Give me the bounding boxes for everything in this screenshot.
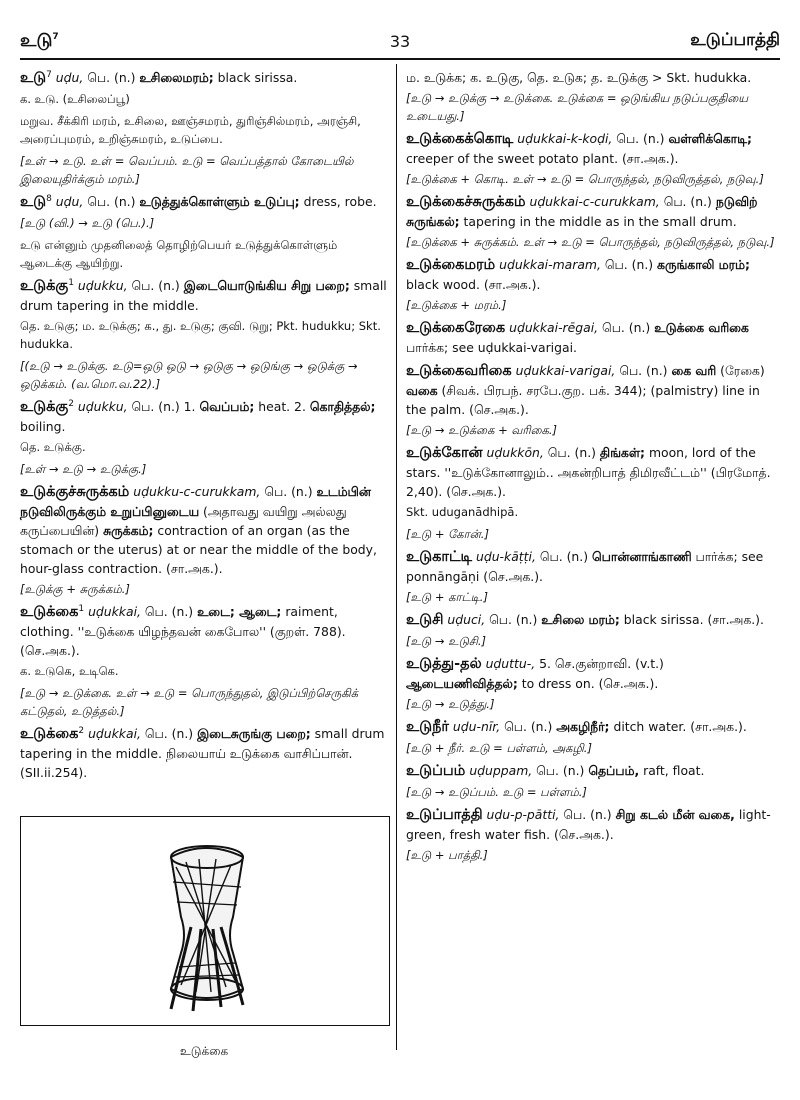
tamil-meaning: இடையொடுங்கிய சிறு பறை;	[183, 278, 350, 293]
transliteration: uḍukkai-varigai,	[515, 363, 616, 378]
page-header	[20, 30, 780, 60]
english-meaning: small drum tapering in the middle. நிலையாய் உடுக்கை வாசிப்பான். (SII.ii.254).	[20, 726, 385, 780]
cognate-note: க. உடு. (உசிலைப்பூ)	[20, 92, 130, 106]
dictionary-entry	[406, 192, 778, 251]
tamil-meaning: உடை; ஆடை;	[197, 604, 282, 619]
homonym-number: 2	[68, 398, 74, 409]
grammar-label: பெ. (n.)	[140, 604, 198, 619]
dictionary-entry	[20, 397, 388, 478]
dictionary-entry	[406, 717, 778, 757]
cognate-note: மறுவ. சீக்கிரி மரம், உசிலை, ஊஞ்சமரம், துரிஞ்சில்மரம், அரஞ்சி, அரைப்புமரம், உறிஞ்சுமரம், உடுப்பை.	[20, 114, 361, 146]
dictionary-entry	[406, 318, 778, 357]
english-meaning: black sirissa.	[213, 70, 298, 85]
entry-definition	[20, 397, 388, 436]
hourglass-drum-illustration	[21, 817, 389, 1025]
dictionary-entry	[406, 654, 778, 713]
grammar-label: பெ. (n.)	[83, 70, 140, 85]
entry-headword: உடுக்கு	[20, 399, 69, 415]
etymology: [உடுக்கை + மரம்.]	[406, 298, 507, 312]
etymology: [உடு + காட்டி.]	[406, 590, 488, 604]
tamil-meaning: உசிலைமரம்;	[139, 70, 214, 85]
entry-definition	[406, 68, 778, 87]
grammar-label: பெ. (n.)	[543, 445, 600, 460]
english-meaning: black wood. (சா.அக.).	[406, 277, 541, 292]
tamil-meaning: உடுத்துக்கொள்ளும் உடுப்பு;	[139, 194, 300, 209]
entry-headword: உடுப்பம்	[406, 763, 466, 779]
english-meaning: (ரேகை)	[716, 363, 765, 378]
etymology: [உடு → உடுக்கை + வரிகை.]	[406, 423, 558, 437]
entry-definition	[20, 276, 388, 315]
english-meaning: raft, float.	[639, 763, 705, 778]
entry-definition	[406, 129, 778, 168]
entry-headword: உடுக்கைச்சுருக்கம்	[406, 194, 526, 210]
column-divider	[396, 64, 397, 1050]
transliteration: uḍukkōn,	[486, 445, 544, 460]
entry-headword: உடுப்பாத்தி	[406, 807, 483, 823]
entry-definition	[20, 482, 388, 578]
tamil-meaning: உசிலை மரம்;	[541, 612, 620, 627]
etymology: [உடு + நீர். உடு = பள்ளம், அகழி.]	[406, 741, 592, 755]
grammar-label: பெ. (n.)	[485, 612, 542, 627]
dictionary-entry	[20, 482, 388, 598]
entry-headword: உடுக்கை	[20, 726, 79, 742]
usage-note: உடு என்னும் முதனிலைத் தொழிற்பெயர் உடுத்துக்கொள்ளும் ஆடைக்கு ஆயிற்று.	[20, 238, 338, 270]
entry-definition	[20, 724, 388, 782]
etymology: [உடு + கோன்.]	[406, 527, 489, 541]
header-left-guideword: உடு$^7$	[20, 30, 59, 51]
transliteration: uḍuci,	[447, 612, 486, 627]
tamil-meaning: கருங்காலி மரம்;	[657, 257, 750, 272]
tamil-meaning: கொதித்தல்;	[309, 399, 376, 414]
english-meaning: contraction of an organ (as the stomach or the uterus) at or near the middle of the body, hour-glass contraction. (சா.அக.).	[20, 523, 377, 576]
english-meaning: பார்க்க; see ponnāngāṇi (செ.அக.).	[406, 549, 764, 584]
homonym-number: 1	[68, 277, 74, 288]
transliteration: uḍukkai,	[88, 604, 141, 619]
entry-definition	[406, 443, 778, 501]
entry-definition	[20, 192, 388, 212]
tamil-meaning: உடுக்கை வரிகை	[654, 320, 749, 335]
dictionary-entry	[20, 724, 388, 782]
homonym-number: 2	[78, 725, 85, 736]
etymology: [உடுக்கை + கொடி. உள் → உடு = பொருந்தல், நடுவிருத்தல், நடுவு.]	[406, 172, 764, 186]
tamil-meaning: நடுவிற் சுருங்கல்;	[406, 194, 758, 229]
entry-headword: உடுக்கைக்கொடி	[406, 131, 514, 147]
english-meaning: small drum tapering in the middle.	[20, 278, 387, 313]
etymology: [உடு → உடுசி.]	[406, 634, 486, 648]
entry-definition	[406, 361, 778, 419]
homonym-number: 7	[46, 69, 52, 80]
tamil-meaning: திங்கள்;	[599, 445, 645, 460]
entry-definition	[406, 654, 778, 693]
english-meaning: dress, robe.	[299, 194, 377, 209]
entry-headword: உடுகாட்டி	[406, 549, 473, 565]
grammar-label: பெ. (n.)	[600, 257, 658, 272]
english-meaning: (அதாவது வயிறு அல்லது கருப்பையின்)	[20, 504, 347, 538]
grammar-label: 5. செ.குன்றாவி. (v.t.)	[535, 656, 664, 671]
dictionary-entry	[406, 610, 778, 650]
english-meaning: to dress on. (செ.அக.).	[517, 676, 659, 691]
grammar-label: பெ. (n.)	[83, 194, 140, 209]
transliteration: uḍu,	[55, 70, 84, 85]
transliteration: uḍukkai-c-curukkam,	[529, 194, 660, 209]
transliteration: uḍukkai-k-koḍi,	[517, 131, 613, 146]
etymology: [உடுக்கை + சுருக்கம். உள் → உடு = பொருந்தல், நடுவிருத்தல், நடுவு.]	[406, 235, 775, 249]
dictionary-entry	[406, 761, 778, 801]
etymology: [உள் → உடு. உள் = வெப்பம். உடு = வெப்பத்தால் கோடையில் இலையுதிர்க்கும் மரம்.]	[20, 154, 354, 186]
entry-headword: உடு	[20, 70, 47, 86]
etymology: [உடு → உடுக்கு → உடுக்கை. உடுக்கை = ஒடுங்கிய நடுப்பகுதியை உடையது.]	[406, 91, 749, 123]
dictionary-entry	[20, 192, 388, 272]
etymology: [உடு (வி.) → உடு (பெ.).]	[20, 216, 155, 230]
dictionary-entry	[406, 805, 778, 864]
tamil-meaning: இடைசுருங்கு பறை;	[197, 726, 311, 741]
transliteration: uḍukku,	[77, 399, 128, 414]
homonym-number: 1	[78, 603, 85, 614]
homonym-number: 8	[46, 193, 52, 204]
grammar-label: பெ. (n.)	[598, 320, 655, 335]
dictionary-entry	[406, 68, 778, 125]
dictionary-entry	[406, 129, 778, 188]
dictionary-entry	[20, 68, 388, 188]
etymology: [உடுக்கு + சுருக்கம்.]	[20, 582, 130, 596]
entry-headword: உடுக்கைரேகை	[406, 320, 506, 336]
tamil-meaning: வெப்பம்;	[199, 399, 255, 414]
etymology: [உடு → உடுக்கை. உள் → உடு = பொருந்துதல், இடுப்பிற்செருகிக் கட்டுதல், உடுத்தல்.]	[20, 686, 359, 718]
etymology: [(உடு → உடுக்கு. உடு=ஒடு ஒடு → ஒடுகு → ஒடுங்கு → ஒடுக்கு → ஒடுக்கம். (வ.மொ.வ.22).]	[20, 359, 358, 391]
transliteration: uḍukkai-maram,	[499, 257, 601, 272]
english-meaning: பார்க்க; see uḍukkai-varigai.	[406, 340, 577, 355]
tamil-meaning: உடம்பின் நடுவிலிருக்கும் உறுப்பினுடைய	[20, 484, 371, 519]
tamil-meaning: ஆடையணிவித்தல்;	[406, 676, 518, 691]
page-number: 33	[389, 32, 411, 51]
english-meaning: light-green, fresh water fish. (செ.அக.).	[406, 807, 771, 842]
english-meaning: tapering in the middle as in the small drum.	[459, 214, 737, 229]
dictionary-entry	[20, 602, 388, 720]
dictionary-entry	[20, 276, 388, 393]
cognate-note: தெ. உடுக்கு.	[20, 440, 86, 454]
grammar-label: பெ. (n.)	[612, 131, 669, 146]
english-meaning: heat. 2.	[254, 399, 310, 414]
entry-headword: உடுக்குச்சுருக்கம்	[20, 484, 130, 500]
grammar-label: பெ. (n.)	[260, 484, 317, 499]
dictionary-entry	[406, 255, 778, 314]
entry-headword: உடு	[20, 194, 47, 210]
grammar-label: பெ. (n.)	[127, 278, 184, 293]
transliteration: uḍu-nīr,	[452, 719, 501, 734]
grammar-label: பெ. (n.)	[500, 719, 557, 734]
etymology: [உடு + பாத்தி.]	[406, 848, 488, 862]
transliteration: uḍukkai,	[88, 726, 141, 741]
etymology: [உள் → உடு → உடுக்கு.]	[20, 462, 147, 476]
cognate-note: க. உடுகெ, உடிகெ.	[20, 664, 119, 678]
tamil-meaning: கை வரி	[671, 363, 717, 378]
entry-definition	[406, 255, 778, 294]
english-meaning: (சிவக். பிரபந். சரபே.குற. பக். 344); (palmistry) line in the palm. (செ.அக.).	[406, 383, 760, 417]
dictionary-entry	[406, 547, 778, 606]
entry-headword: உடுநீர்	[406, 719, 449, 735]
grammar-label: பெ. (n.)	[659, 194, 716, 209]
entry-definition	[406, 547, 778, 586]
entry-definition	[406, 192, 778, 231]
entry-definition	[20, 68, 388, 88]
right-column	[406, 68, 778, 868]
english-meaning: black sirissa. (சா.அக.).	[619, 612, 764, 627]
entry-headword: உடுத்து-தல்	[406, 656, 482, 672]
grammar-label: பெ. (n.) 1.	[127, 399, 200, 414]
english-meaning: creeper of the sweet potato plant. (சா.அக.).	[406, 151, 679, 166]
grammar-label: பெ. (n.)	[559, 807, 616, 822]
transliteration: uḍu-kāṭṭi,	[475, 549, 536, 564]
transliteration: uḍu,	[55, 194, 84, 209]
header-right-guideword: உடுப்பாத்தி	[690, 30, 780, 50]
cognate-note: தெ. உடுகு; ம. உடுக்கு; க., து. உடுகு; குவி. டுறு; Pkt. hudukku; Skt. hudukka.	[20, 319, 381, 351]
english-meaning: moon, lord of the stars. ''உடுக்கோனாலும்.. அகன்றிபாத் திமிரவீட்டம்'' (பிரமோத். 2,40). (செ.அக.).	[406, 445, 771, 499]
transliteration: uḍukku,	[77, 278, 128, 293]
transliteration: uḍukku-c-curukkam,	[133, 484, 261, 499]
etymology: [உடு → உடுத்து.]	[406, 697, 495, 711]
english-meaning: boiling.	[20, 419, 66, 434]
english-meaning: ditch water. (சா.அக.).	[609, 719, 747, 734]
tamil-meaning: வகை	[406, 383, 438, 398]
entry-definition	[20, 602, 388, 660]
entry-headword: உடுக்கோன்	[406, 445, 483, 461]
tamil-meaning: பொன்னாங்காணி	[592, 549, 692, 564]
tamil-meaning: தெப்பம்,	[588, 763, 640, 778]
entry-definition	[406, 761, 778, 781]
grammar-label: ம. உடுக்க; க. உடுகு, தெ. உடுக; த. உடுக்கு > Skt. hudukka.	[406, 70, 752, 85]
tamil-meaning: சுருக்கம்;	[103, 523, 154, 538]
transliteration: uḍu-p-pātti,	[486, 807, 560, 822]
figure-caption: உடுக்கை	[179, 1044, 229, 1058]
entry-definition	[406, 610, 778, 630]
entry-headword: உடுக்கைமரம்	[406, 257, 496, 273]
cognate-note: Skt. uduganādhipā.	[406, 505, 519, 519]
grammar-label: பெ. (n.)	[535, 549, 592, 564]
english-meaning: raiment, clothing. ''உடுக்கை யிழந்தவன் கைபோல'' (குறள். 788). (செ.அக.).	[20, 604, 346, 658]
entry-headword: உடுசி	[406, 612, 444, 628]
entry-headword: உடுக்கைவரிகை	[406, 363, 512, 379]
dictionary-entry	[406, 361, 778, 439]
grammar-label: பெ. (n.)	[532, 763, 589, 778]
tamil-meaning: சிறு கடல் மீன் வகை,	[615, 807, 735, 822]
etymology: [உடு → உடுப்பம். உடு = பள்ளம்.]	[406, 785, 587, 799]
tamil-meaning: அகழிநீர்;	[556, 719, 610, 734]
tamil-meaning: வள்ளிக்கொடி;	[668, 131, 752, 146]
left-column	[20, 68, 388, 786]
entry-definition	[406, 318, 778, 357]
header-rule	[20, 58, 780, 60]
entry-definition	[406, 717, 778, 737]
entry-headword: உடுக்கு	[20, 278, 69, 294]
entry-headword: உடுக்கை	[20, 604, 79, 620]
dictionary-entry	[406, 443, 778, 543]
transliteration: uḍuppam,	[469, 763, 533, 778]
grammar-label: பெ. (n.)	[140, 726, 198, 741]
transliteration: uḍukkai-rēgai,	[509, 320, 599, 335]
entry-definition	[406, 805, 778, 844]
figure-box	[20, 816, 390, 1026]
grammar-label: பெ. (n.)	[615, 363, 672, 378]
transliteration: uḍuttu-,	[485, 656, 536, 671]
